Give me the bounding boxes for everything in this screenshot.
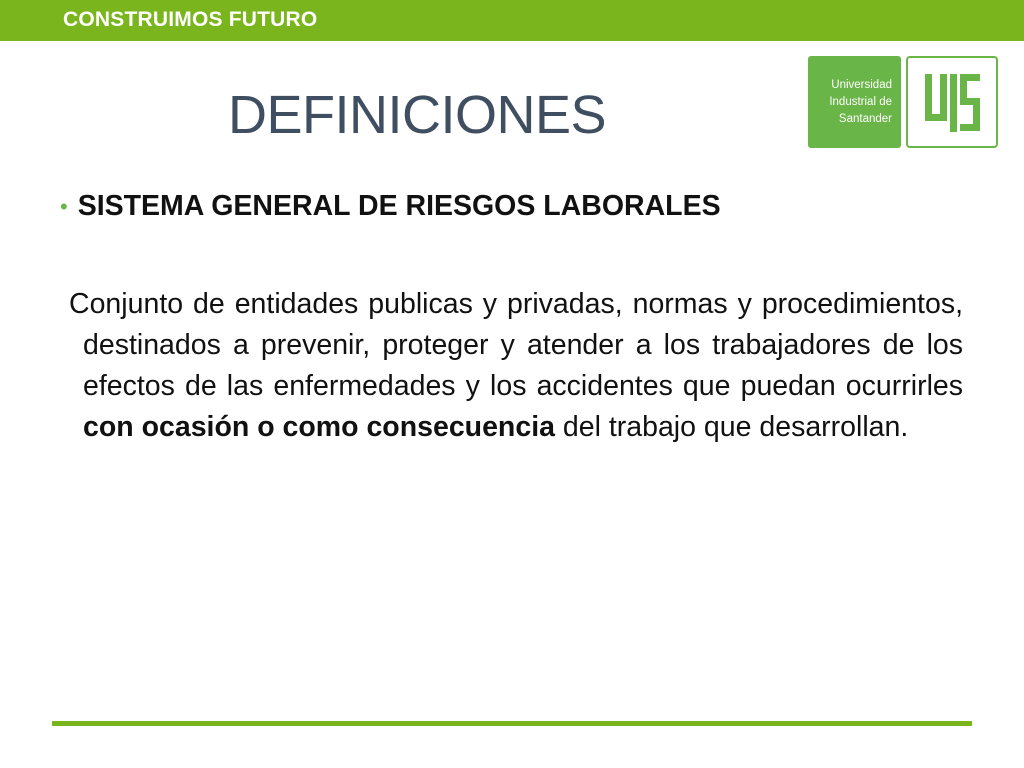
logo-mark-box (906, 56, 998, 148)
bullet-icon: • (60, 193, 68, 219)
bottom-divider (52, 721, 972, 726)
top-banner (0, 0, 1024, 41)
uis-logo-icon (922, 68, 982, 138)
bullet-item (60, 190, 721, 223)
definition-text-part1: Conjunto de entidades publicas y privadas, normas y procedimientos, destinados a prevenir, proteger y atender a los trabajadores de los efectos de las enfermedades y los accidentes que puedan ocurrirles (69, 288, 963, 402)
logo-line-1: Universidad (831, 78, 892, 91)
logo-line-3: Santander (838, 112, 892, 125)
bullet-heading: SISTEMA GENERAL DE RIESGOS LABORALES (77, 190, 721, 222)
slide-title: DEFINICIONES (228, 85, 607, 145)
university-logo (808, 56, 1000, 150)
definition-text-bold: con ocasión o como consecuencia (83, 411, 555, 443)
logo-line-2: Industrial de (829, 95, 892, 108)
logo-text-box (808, 56, 901, 148)
definition-paragraph (69, 284, 963, 448)
definition-text-part2: del trabajo que desarrollan. (554, 411, 909, 443)
banner-text: CONSTRUIMOS FUTURO (63, 8, 318, 31)
